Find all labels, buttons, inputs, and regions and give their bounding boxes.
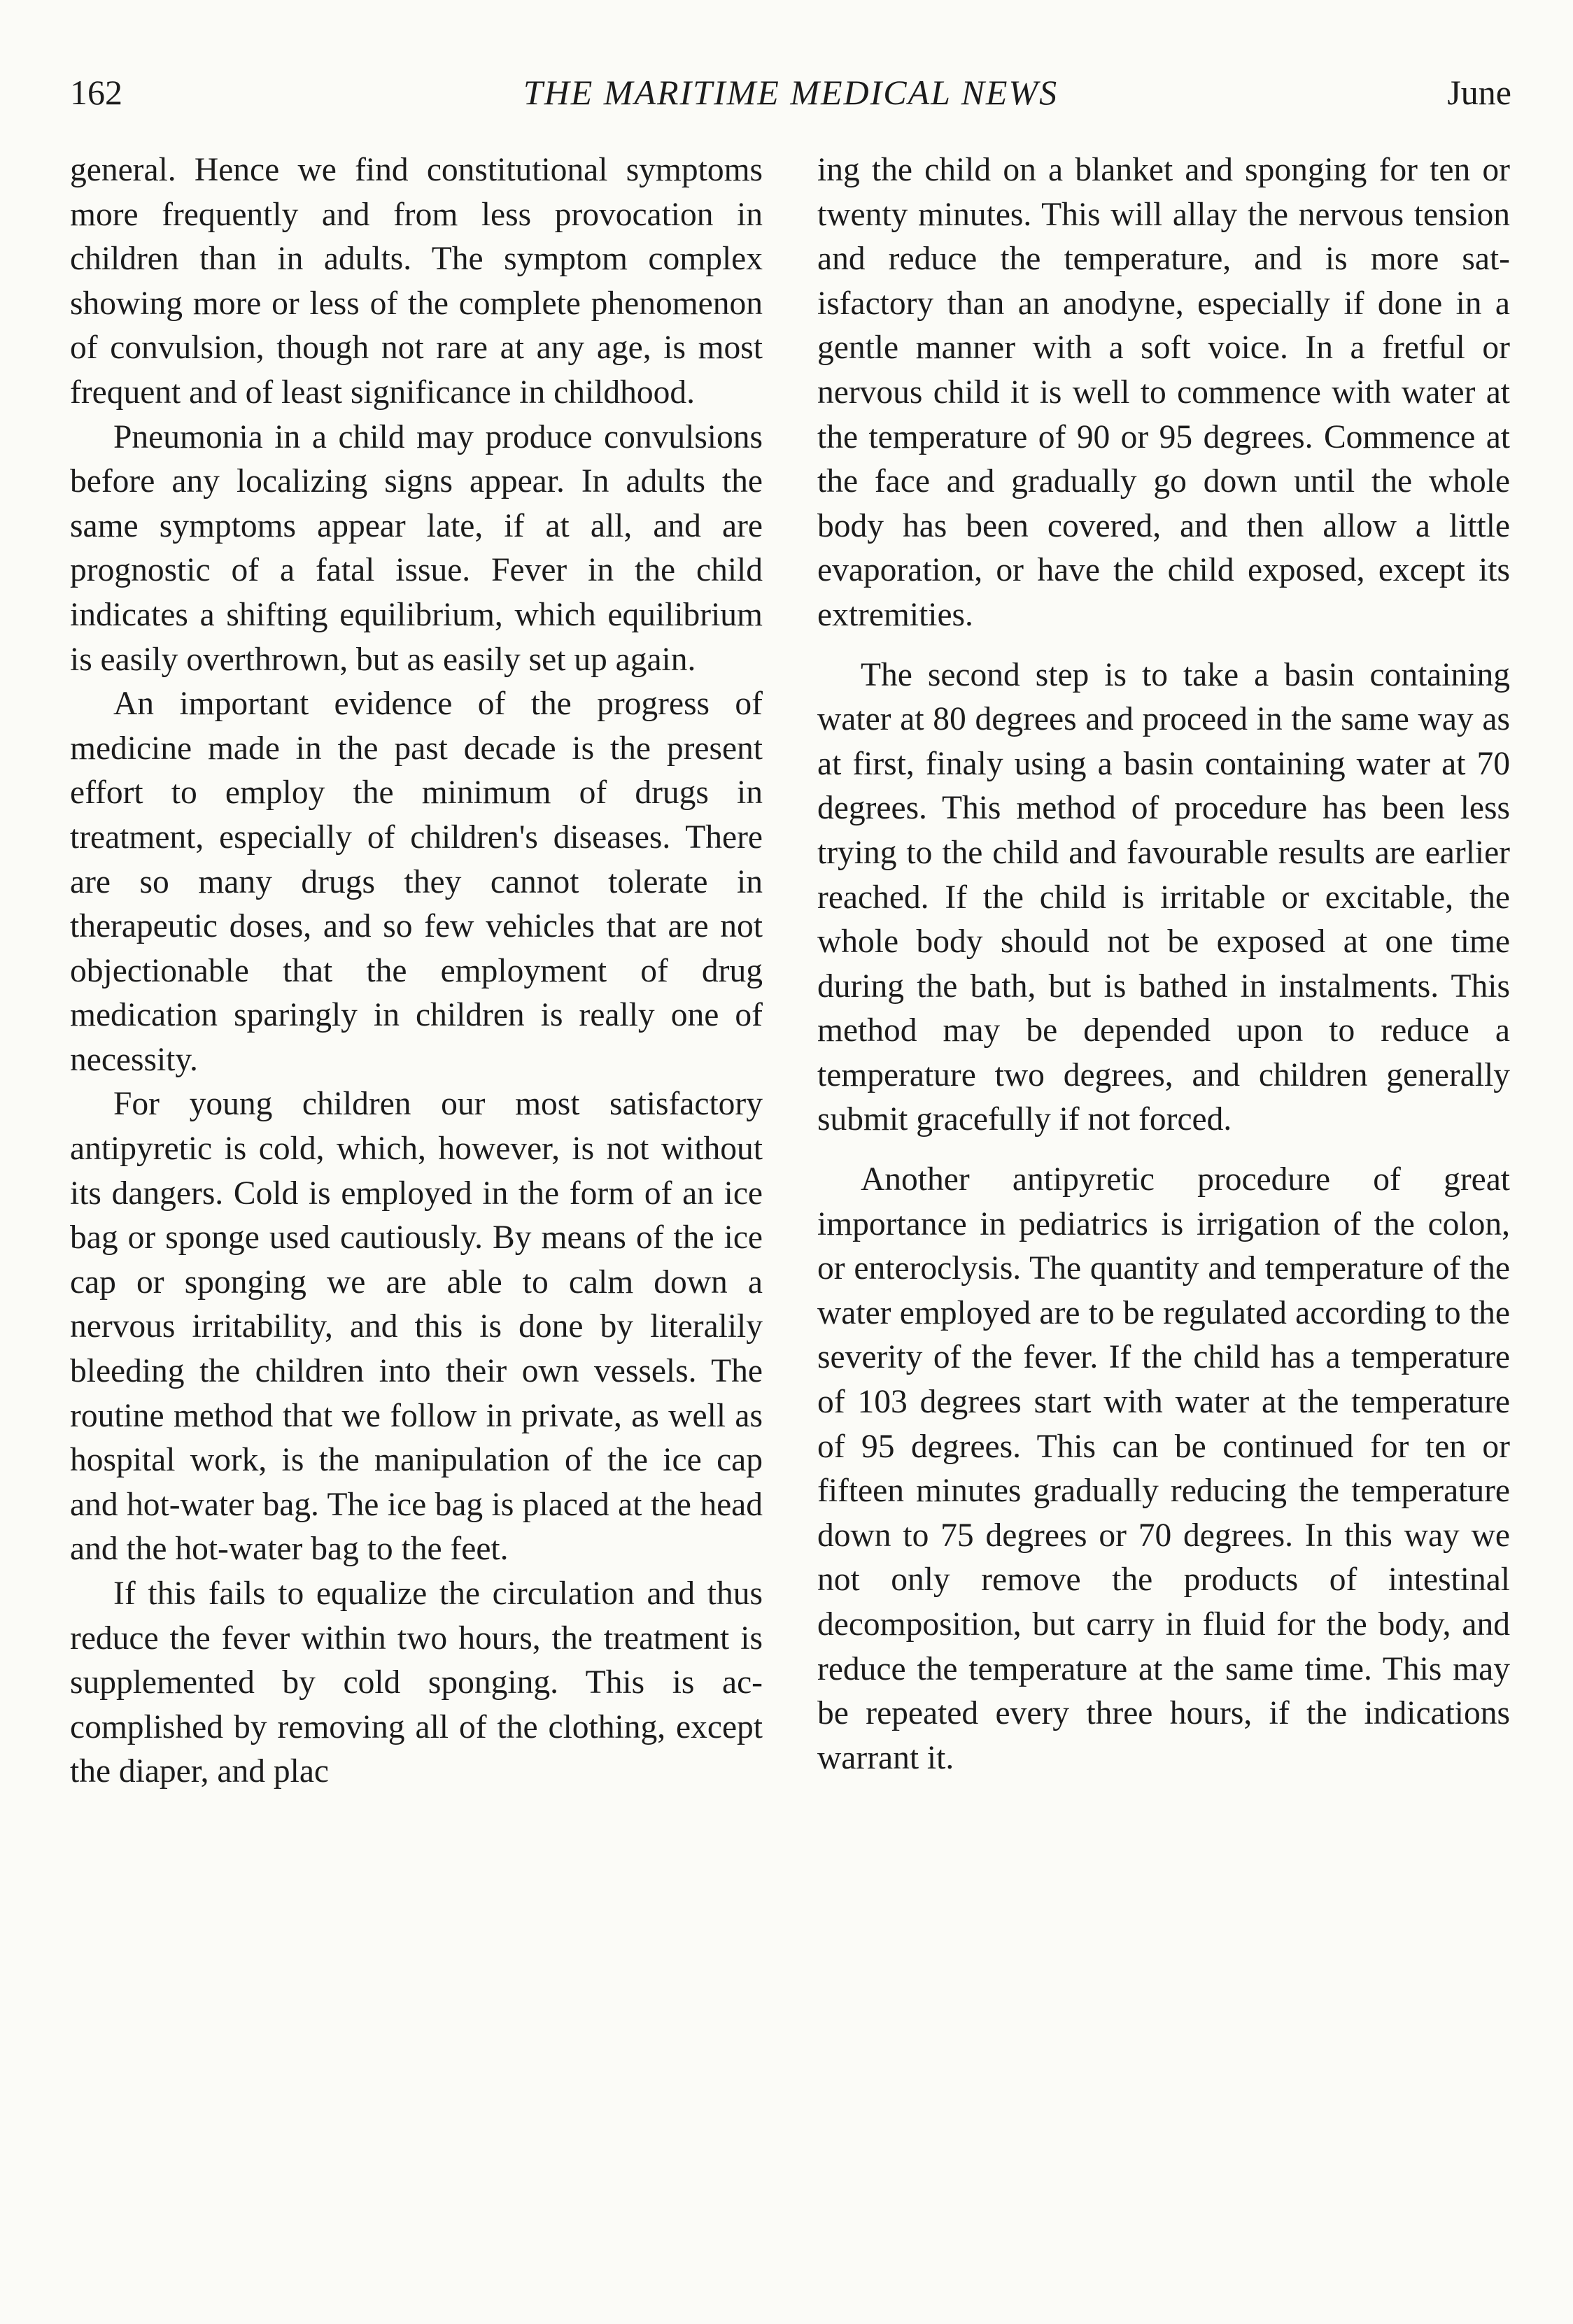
paragraph: For young children our most satisfactory antipyretic is cold, which, however, is not without its dangers. Cold is employed in the form of an ice bag or sponge used cautiously. By means of the ice cap or sponging we are able to calm down a nervous irritability, and this is done by literalily bleeding the children into their own vessels. The routine method that we follow in private, as well as hospital work, is the manipulation of the ice cap and hot-water bag. The ice bag is placed at the head and the hot-water bag to the feet. xyxy=(70,1086,763,1568)
right-column xyxy=(817,148,1510,1780)
running-head xyxy=(70,64,1511,120)
paragraph: Pneumonia in a child may produce convulsions before any localizing signs appear. In adults the same symptoms appear late, if at all, and are prognostic of a fatal issue. Fever in the child indicates a shifting equilibrium, which equilibrium is easily overthrown, but as easily set up again. xyxy=(70,418,763,678)
paragraph: If this fails to equalize the circulation and thus reduce the fever within two hours, the treatment is supplemented by cold sponging. This is accomplished by removing all of the clothing, except the diaper, and plac xyxy=(70,1575,763,1790)
paragraph: general. Hence we find constitutional symptoms more frequently and from less provocation in children than in adults. The symptom complex showing more or less of the complete phenomenon of convulsion, though not rare at any age, is most frequent and of least significance in childhood. xyxy=(70,152,763,411)
left-column xyxy=(70,148,763,1794)
page-number: 162 xyxy=(70,73,122,112)
journal-title: THE MARITIME MEDICAL NEWS xyxy=(523,73,1059,112)
paragraph: Another antipyretic procedure of great importance in pediatrics is irrigation of the colon, or enteroclysis. The quantity and temperature of the water employed are to be regulated according to the severity of the fever. If the child has a temperature of 103 degrees start with water at the temperature of 95 degrees. This can be continued for ten or fifteen minutes gradually reducing the temperature down to 75 degrees or 70 degrees. In this way we not only remove the products of intestinal decomposition, but carry in fluid for the body, and reduce the temperature at the same time. This may be repeated every three hours, if the indications warrant it. xyxy=(817,1161,1510,1776)
paragraph: ing the child on a blanket and sponging for ten or twenty minutes. This will allay the nervous tension and reduce the temperature, and is more satisfactory than an anodyne, especially if done in a gentle manner with a soft voice. In a fretful or nervous child it is well to commence with water at the temperature of 90 or 95 degrees. Commence at the face and gradually go down until the whole body has been covered, and then allow a little evaporation, or have the child exposed, except its extremities. xyxy=(817,152,1510,633)
paragraph: An important evidence of the progress of medicine made in the past decade is the present effort to employ the minimum of drugs in treatment, especially of children's diseases. There are so many drugs they cannot tolerate in therapeutic doses, and so few vehicles that are not objectionable that the employment of drug medication sparingly in children is really one of necessity. xyxy=(70,686,763,1078)
paragraph: The second step is to take a basin containing water at 80 degrees and proceed in the same way as at first, finaly using a basin containing water at 70 degrees. This method of procedure has been less trying to the child and favourable results are earlier reached. If the child is irritable or excitable, the whole body should not be exposed at one time during the bath, but is bathed in instalments. This method may be depended upon to reduce a temperature two degrees, and children generally submit gracefully if not forced. xyxy=(817,656,1510,1138)
issue-month: June xyxy=(1447,73,1511,112)
